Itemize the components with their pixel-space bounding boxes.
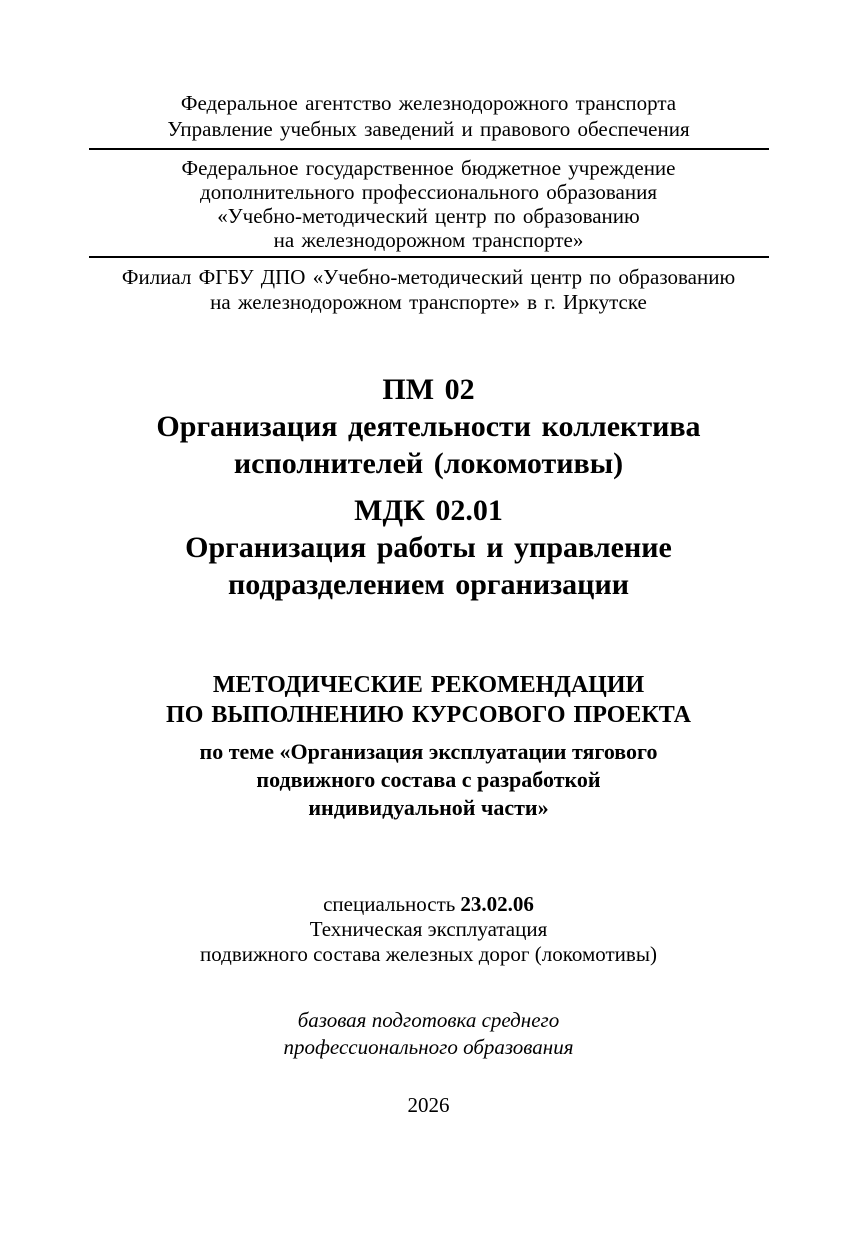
bottom-divider-line bbox=[89, 256, 769, 258]
institution-line-4: на железнодорожном транспорте» bbox=[273, 228, 584, 252]
theme-line-2: подвижного состава с разработкой bbox=[256, 767, 601, 792]
training-form-line-1: базовая подготовка среднего bbox=[297, 1008, 560, 1032]
module-name-line-2: исполнителей (локомотивы) bbox=[233, 447, 624, 480]
specialty-code: 23.02.06 bbox=[460, 892, 534, 916]
publication-year: 2026 bbox=[407, 1093, 450, 1117]
doc-type-heading bbox=[0, 670, 857, 730]
header-branch bbox=[0, 265, 857, 315]
training-form bbox=[0, 1007, 857, 1061]
theme-line-1: по теме «Организация эксплуатации тягового bbox=[199, 739, 658, 764]
top-divider-line bbox=[89, 148, 769, 150]
course-code: МДК 02.01 bbox=[354, 494, 503, 527]
module-title-group bbox=[0, 371, 857, 482]
theme-subtitle bbox=[0, 738, 857, 822]
module-name-line-1: Организация деятельности коллектива bbox=[156, 410, 701, 443]
module-code: ПМ 02 bbox=[382, 373, 475, 406]
course-title-group bbox=[0, 492, 857, 603]
branch-line-2: на железнодорожном транспорте» в г. Иркутске bbox=[210, 290, 647, 314]
institution-line-2: дополнительного профессионального образования bbox=[200, 180, 657, 204]
specialty-section bbox=[0, 892, 857, 967]
specialty-name-line-2: подвижного состава железных дорог (локомотивы) bbox=[200, 942, 657, 966]
branch-line-1: Филиал ФГБУ ДПО «Учебно-методический центр по образованию bbox=[121, 265, 736, 289]
course-name-line-2: подразделением организации bbox=[227, 568, 630, 601]
institution-line-3: «Учебно-методический центр по образованию bbox=[217, 204, 640, 228]
main-title bbox=[0, 371, 857, 603]
training-form-line-2: профессионального образования bbox=[283, 1035, 574, 1059]
header-institution bbox=[0, 156, 857, 252]
theme-line-3: индивидуальной части» bbox=[308, 795, 549, 820]
doc-type-line-2: ПО ВЫПОЛНЕНИЮ КУРСОВОГО ПРОЕКТА bbox=[166, 702, 691, 728]
header-agency bbox=[0, 0, 857, 142]
agency-department-line: Управление учебных заведений и правового обеспечения bbox=[167, 117, 690, 141]
specialty-label: специальность bbox=[323, 892, 456, 916]
specialty-code-line bbox=[0, 892, 857, 917]
institution-line-1: Федеральное государственное бюджетное учреждение bbox=[181, 156, 676, 180]
specialty-name-line-1: Техническая эксплуатация bbox=[309, 917, 548, 941]
doc-type-line-1: МЕТОДИЧЕСКИЕ РЕКОМЕНДАЦИИ bbox=[212, 672, 645, 698]
course-name-line-1: Организация работы и управление bbox=[185, 531, 672, 564]
agency-name-line: Федеральное агентство железнодорожного транспорта bbox=[180, 91, 677, 115]
